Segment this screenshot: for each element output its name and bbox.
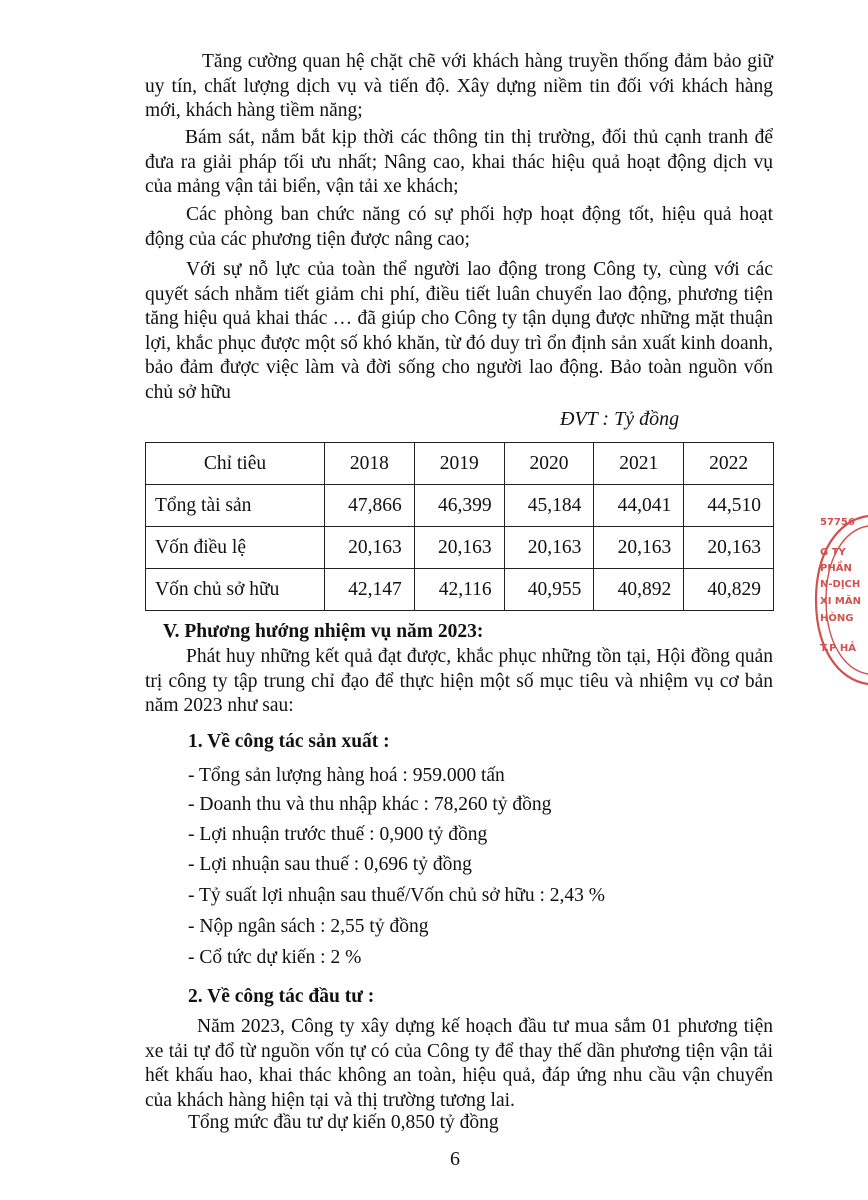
table-cell: 20,163 bbox=[684, 527, 774, 569]
seal-line: XI MĂN bbox=[820, 596, 861, 607]
production-item: - Cổ tức dự kiến : 2 % bbox=[188, 947, 362, 968]
production-item: - Nộp ngân sách : 2,55 tỷ đồng bbox=[188, 916, 429, 937]
table-cell: 20,163 bbox=[594, 527, 684, 569]
paragraph-customer-relations: Tăng cường quan hệ chặt chẽ với khách hàng truyền thống đảm bảo giữ uy tín, chất lượng dịch vụ và tiến độ. Xây dựng niềm tin đối với khách hàng mới, khách hàng tiềm năng; bbox=[145, 51, 773, 121]
table-cell: 40,892 bbox=[594, 569, 684, 611]
production-item: - Doanh thu và thu nhập khác : 78,260 tỷ đồng bbox=[188, 794, 552, 815]
production-item: - Lợi nhuận trước thuế : 0,900 tỷ đồng bbox=[188, 824, 488, 845]
investment-title: 2. Về công tác đầu tư : bbox=[188, 986, 375, 1007]
investment-total: Tổng mức đầu tư dự kiến 0,850 tỷ đồng bbox=[188, 1112, 499, 1133]
production-item: - Lợi nhuận sau thuế : 0,696 tỷ đồng bbox=[188, 854, 472, 875]
table-cell: 20,163 bbox=[414, 527, 504, 569]
table-cell: 42,116 bbox=[414, 569, 504, 611]
row-label: Vốn điều lệ bbox=[146, 527, 325, 569]
table-cell: 44,510 bbox=[684, 485, 774, 527]
table-cell: 45,184 bbox=[504, 485, 594, 527]
header-cell-year: 2018 bbox=[325, 443, 415, 485]
seal-line: N-DỊCH bbox=[820, 579, 861, 590]
financial-table bbox=[145, 442, 774, 611]
table-row bbox=[146, 485, 774, 527]
row-label: Vốn chủ sở hữu bbox=[146, 569, 325, 611]
paragraph-market-monitoring: Bám sát, nắm bắt kịp thời các thông tin thị trường, đối thủ cạnh tranh để đưa ra giải pháp tối ưu nhất; Nâng cao, khai thác hiệu quả hoạt động dịch vụ của mảng vận tải biển, vận tải xe khách; bbox=[145, 127, 773, 197]
table-row bbox=[146, 569, 774, 611]
section-v-intro: Phát huy những kết quả đạt được, khắc phục những tồn tại, Hội đồng quản trị công ty tập trung chỉ đạo để thực hiện một số mục tiêu và nhiệm vụ cơ bản năm 2023 như sau: bbox=[145, 646, 773, 716]
header-cell-indicator: Chỉ tiêu bbox=[146, 443, 325, 485]
company-seal-stamp bbox=[808, 512, 868, 688]
paragraph-departments: Các phòng ban chức năng có sự phối hợp hoạt động tốt, hiệu quả hoạt động của các phương tiện được nâng cao; bbox=[145, 204, 773, 250]
header-cell-year: 2020 bbox=[504, 443, 594, 485]
table-unit-label: ĐVT : Tỷ đồng bbox=[560, 408, 680, 430]
seal-line: HÒNG bbox=[820, 613, 854, 624]
table-cell: 20,163 bbox=[504, 527, 594, 569]
table-row bbox=[146, 527, 774, 569]
table-cell: 47,866 bbox=[325, 485, 415, 527]
seal-line: G TY bbox=[820, 547, 846, 558]
table-cell: 40,829 bbox=[684, 569, 774, 611]
table-cell: 20,163 bbox=[325, 527, 415, 569]
seal-line: 57756 bbox=[820, 517, 855, 528]
row-label: Tổng tài sản bbox=[146, 485, 325, 527]
paragraph-company-efforts: Với sự nỗ lực của toàn thể người lao động trong Công ty, cùng với các quyết sách nhằm tiết giảm chi phí, điều tiết luân chuyển lao động, phương tiện tăng hiệu quả khai thác … đã giúp cho Công ty tận dụng được những mặt thuận lợi, khắc phục được một số khó khăn, từ đó duy trì ổn định sản xuất kinh doanh, bảo đảm được việc làm và đời sống cho người lao động. Bảo toàn nguồn vốn chủ sở hữu bbox=[145, 259, 773, 403]
table-header-row bbox=[146, 443, 774, 485]
table-cell: 40,955 bbox=[504, 569, 594, 611]
table-cell: 44,041 bbox=[594, 485, 684, 527]
section-v-title: V. Phương hướng nhiệm vụ năm 2023: bbox=[163, 621, 484, 642]
production-item: - Tỷ suất lợi nhuận sau thuế/Vốn chủ sở hữu : 2,43 % bbox=[188, 885, 605, 906]
table-cell: 42,147 bbox=[325, 569, 415, 611]
table-cell: 46,399 bbox=[414, 485, 504, 527]
header-cell-year: 2019 bbox=[414, 443, 504, 485]
page-number: 6 bbox=[450, 1148, 460, 1170]
investment-paragraph: Năm 2023, Công ty xây dựng kế hoạch đầu tư mua sắm 01 phương tiện xe tải tự đổ từ nguồn vốn tự có của Công ty để thay thế dần phương tiện vận tải hết khấu hao, khai thác không an toàn, hiệu quả, đáp ứng nhu cầu vận chuyển của khách hàng hiện tại và thị trường tương lai. bbox=[145, 1016, 773, 1111]
header-cell-year: 2022 bbox=[684, 443, 774, 485]
production-title: 1. Về công tác sản xuất : bbox=[188, 731, 390, 752]
seal-line: T.P HẢ bbox=[820, 643, 857, 654]
header-cell-year: 2021 bbox=[594, 443, 684, 485]
production-item: - Tổng sản lượng hàng hoá : 959.000 tấn bbox=[188, 765, 505, 786]
seal-line: PHẦN bbox=[820, 563, 852, 574]
